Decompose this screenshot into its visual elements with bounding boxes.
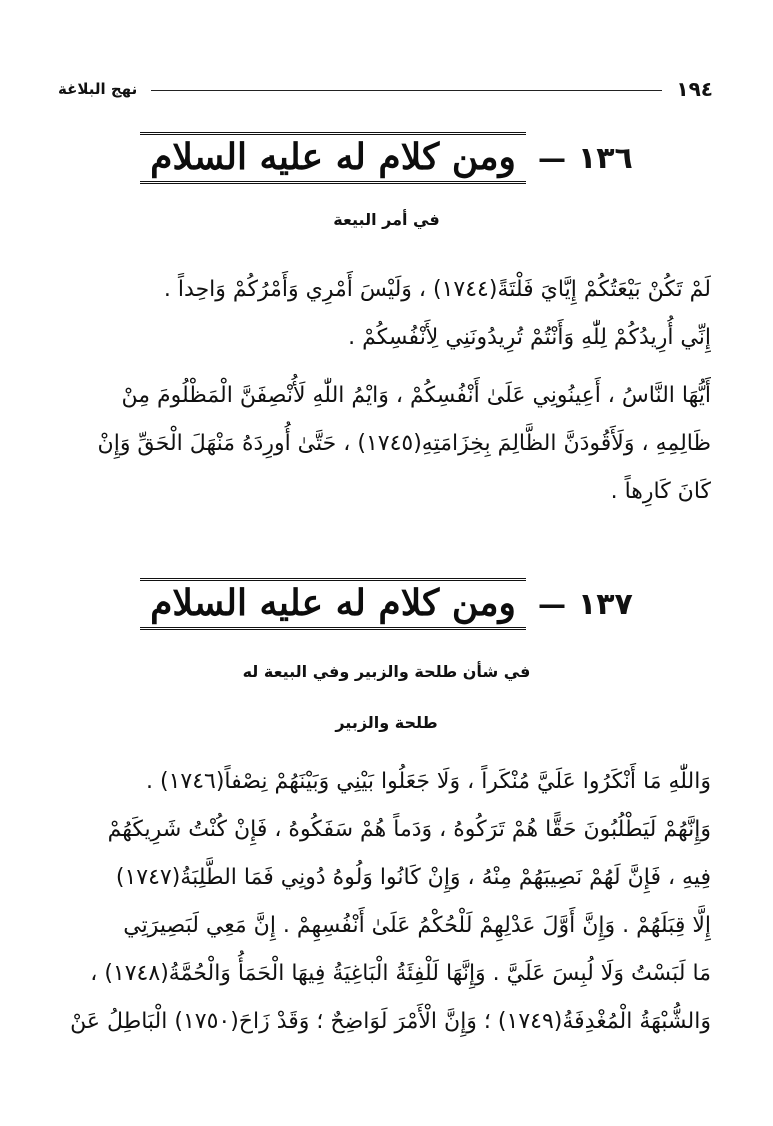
text-line: ظَالِمِهِ ، وَلَأَقُودَنَّ الظَّالِمَ بِخِزَامَتِهِ(١٧٤٥) ، حَتَّىٰ أُورِدَهُ مَنْهَلَ الْحَقِّ وَإِنْ <box>97 431 711 456</box>
section-number: ١٣٧ <box>577 586 633 622</box>
section-heading-137 <box>0 574 773 634</box>
calligraphic-heading: ومن كلام له عليه السلام <box>140 578 526 630</box>
text-line: لَمْ تَكُنْ بَيْعَتُكُمْ إِيَّايَ فَلْتَةً(١٧٤٤) ، وَلَيْسَ أَمْرِي وَأَمْرُكُمْ وَاحِداً . <box>163 277 711 302</box>
page-number: ١٩٤ <box>676 77 713 101</box>
section-subtitle-secondary: طلحة والزبير <box>335 713 438 732</box>
section-text-136 <box>65 266 711 362</box>
section-text-136-para2 <box>65 372 711 516</box>
text-line: وَإِنَّهُمْ لَيَطْلُبُونَ حَقًّا هُمْ تَرَكُوهُ ، وَدَماً هُمْ سَفَكُوهُ ، فَإِنْ كُنْتُ شَرِيكَهُمْ <box>107 817 711 842</box>
section-heading-136 <box>0 128 773 188</box>
text-line: وَالشُّبْهَةُ الْمُغْدِفَةُ(١٧٤٩) ؛ وَإِنَّ الْأَمْرَ لَوَاضِحٌ ؛ وَقَدْ زَاحَ(١٧٥٠) الْبَاطِلُ عَنْ <box>70 1009 711 1034</box>
text-line: إِلَّا قِبَلَهُمْ . وَإِنَّ أَوَّلَ عَدْلِهِمْ لَلْحُكْمُ عَلَىٰ أَنْفُسِهِمْ . إِنَّ مَعِي لَبَصِيرَتِي <box>123 913 711 938</box>
calligraphic-heading: ومن كلام له عليه السلام <box>140 132 526 184</box>
text-line: مَا لَبَسْتُ وَلَا لُبِسَ عَلَيَّ . وَإِنَّهَا لَلْفِئَةُ الْبَاغِيَةُ فِيهَا الْحَمَأُ وَالْحُمَّةُ(١٧٤٨) ، <box>90 961 711 986</box>
heading-dash: — <box>537 587 566 621</box>
section-subtitle: في شأن طلحة والزبير وفي البيعة له <box>242 662 531 681</box>
book-title: نهج البلاغة <box>58 80 138 98</box>
text-line: فِيهِ ، فَإِنَّ لَهُمْ نَصِيبَهُمْ مِنْهُ ، وَإِنْ كَانُوا وَلُوهُ دُونِي فَمَا الطَّلِبَةُ(١٧٤٧) <box>115 865 711 890</box>
section-subtitle: في أمر البيعة <box>333 210 440 229</box>
header-rule <box>151 90 662 91</box>
text-line: وَاللّٰهِ مَا أَنْكَرُوا عَلَيَّ مُنْكَراً ، وَلَا جَعَلُوا بَيْنِي وَبَيْنَهُمْ نِصْفاً(١٧٤٦) . <box>145 769 711 794</box>
text-line: إِنِّي أُرِيدُكُمْ لِلّٰهِ وَأَنْتُمْ تُرِيدُونَنِي لِأَنْفُسِكُمْ . <box>348 325 711 350</box>
running-header <box>58 76 713 102</box>
section-text-137 <box>65 758 711 1046</box>
text-line: أَيُّهَا النَّاسُ ، أَعِينُونِي عَلَىٰ أَنْفُسِكُمْ ، وَايْمُ اللّٰهِ لَأُنْصِفَنَّ الْمَظْلُومَ مِنْ <box>121 383 711 408</box>
section-number: ١٣٦ <box>577 140 633 176</box>
text-line: كَانَ كَارِهاً . <box>610 479 711 504</box>
heading-dash: — <box>537 141 566 175</box>
